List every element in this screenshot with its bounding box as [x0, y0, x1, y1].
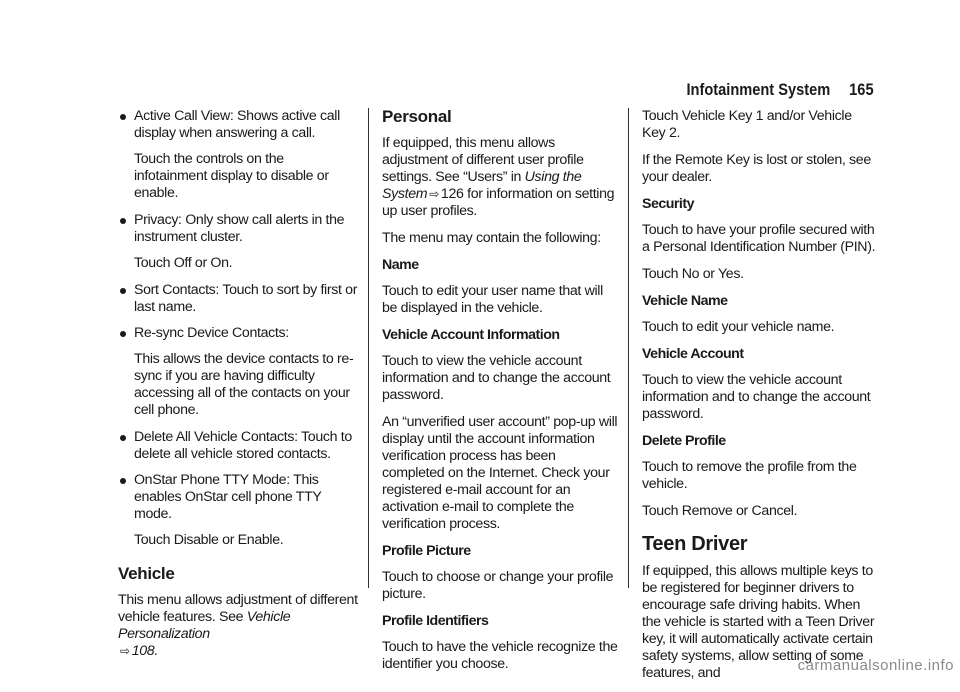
list-item: Re-sync Device Contacts: [118, 325, 358, 342]
page-number: 165 [849, 80, 874, 99]
subheading: Vehicle Name [642, 293, 728, 309]
list-item-detail: Touch the controls on the infotainment display to disable or enable. [134, 151, 329, 201]
paragraph: This menu allows adjustment of different vehicle features. See Vehicle Personalization ⇨ 108. [118, 592, 358, 659]
paragraph: If the Remote Key is lost or stolen, see your dealer. [642, 152, 871, 185]
paragraph: Touch Vehicle Key 1 and/or Vehicle Key 2. [642, 108, 852, 141]
paragraph: An “unverified user account” pop-up will display until the account information verification process has been completed on the Internet. Check your registered e-mail account for an activation e-mail to complete the verification process. [382, 414, 618, 532]
column-divider [368, 108, 369, 588]
section-heading-vehicle: Vehicle [118, 564, 175, 583]
section-heading-personal: Personal [382, 107, 452, 126]
watermark: carmanualsonline.info [797, 657, 954, 674]
column-divider [628, 108, 629, 588]
paragraph: If equipped, this allows multiple keys to be registered for beginner drivers to encourage safe driving habits. When the vehicle is started with a Teen Driver key, it will automatically activate certain safety systems, allow setting of some features, and [642, 563, 875, 681]
subheading: Name [382, 257, 419, 273]
section-heading-teen-driver: Teen Driver [642, 533, 748, 555]
subheading: Vehicle Account Information [382, 327, 560, 343]
paragraph: Touch to have your profile secured with a Personal Identification Number (PIN). [642, 222, 876, 255]
paragraph: Touch Remove or Cancel. [642, 503, 798, 519]
page-reference[interactable]: 108 [131, 643, 155, 659]
list-item: Sort Contacts: Touch to sort by first or last name. [118, 282, 358, 316]
subheading: Profile Identifiers [382, 613, 489, 629]
list-item-detail: Touch Disable or Enable. [134, 532, 284, 548]
list-item: Active Call View: Shows active call display when answering a call. [118, 108, 358, 142]
paragraph: If equipped, this menu allows adjustment of different user profile settings. See “Users” in Using the System ⇨ 126 for information on setting up user profiles. [382, 135, 615, 219]
paragraph: Touch to view the vehicle account information and to change the account password. [382, 353, 611, 403]
page-reference[interactable]: 126 [440, 186, 464, 202]
page-title: Infotainment System [686, 80, 831, 99]
column-right [642, 108, 878, 692]
subheading: Profile Picture [382, 543, 471, 559]
list-item: OnStar Phone TTY Mode: This enables OnStar cell phone TTY mode. [118, 472, 358, 523]
subheading: Security [642, 196, 694, 212]
cross-reference-link[interactable]: Using the System [382, 169, 582, 202]
paragraph: Touch to have the vehicle recognize the identifier you choose. [382, 639, 618, 672]
paragraph: Touch to remove the profile from the vehicle. [642, 459, 857, 492]
page-header [687, 80, 874, 100]
paragraph: Touch No or Yes. [642, 266, 744, 282]
paragraph: The menu may contain the following: [382, 230, 601, 246]
subheading: Vehicle Account [642, 346, 744, 362]
list-item: Delete All Vehicle Contacts: Touch to delete all vehicle stored contacts. [118, 429, 358, 463]
list-item: Privacy: Only show call alerts in the instrument cluster. [118, 212, 358, 246]
subheading: Delete Profile [642, 433, 726, 449]
page-reference-arrow-icon: ⇨ [120, 644, 130, 658]
paragraph: Touch to choose or change your profile picture. [382, 569, 614, 602]
list-item-detail: This allows the device contacts to re-sync if you are having difficulty accessing all of the contacts on your cell phone. [134, 351, 354, 418]
page-reference-arrow-icon: ⇨ [429, 187, 439, 201]
paragraph: Touch to edit your user name that will be displayed in the vehicle. [382, 283, 603, 316]
column-left [118, 108, 358, 670]
paragraph: Touch to view the vehicle account information and to change the account password. [642, 372, 871, 422]
paragraph: Touch to edit your vehicle name. [642, 319, 835, 335]
cross-reference-link[interactable]: Vehicle Personalization [118, 609, 291, 642]
list-item-detail: Touch Off or On. [134, 255, 233, 271]
column-middle [382, 108, 618, 683]
